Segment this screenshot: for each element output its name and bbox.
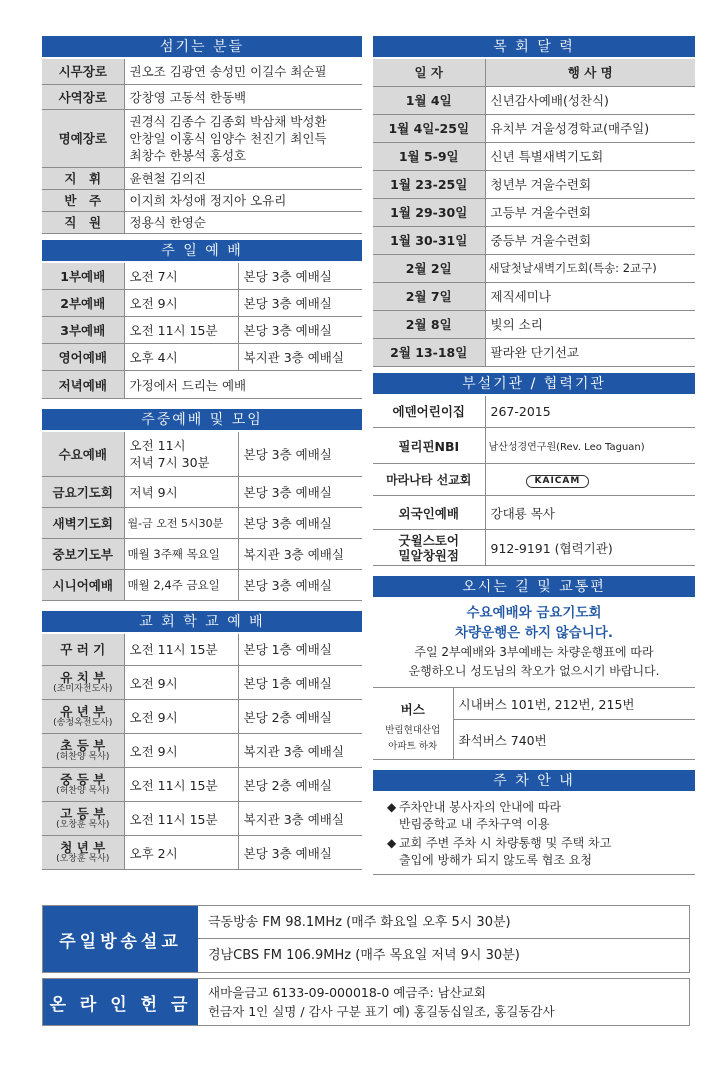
dept-time: 오전 11시 15분 bbox=[124, 634, 238, 666]
event-date: 2월 8일 bbox=[373, 310, 485, 338]
dept-time: 오전 11시 15분 bbox=[124, 802, 238, 836]
servant-value-multi bbox=[124, 109, 362, 167]
pastoral-table bbox=[373, 59, 695, 367]
bus-seat: 좌석버스 740번 bbox=[453, 720, 695, 760]
dept-place: 본당 1층 예배실 bbox=[238, 666, 362, 700]
affiliates-table bbox=[373, 396, 695, 567]
servants-header: 섬기는 분들 bbox=[42, 36, 362, 59]
servant-line: 안창일 이홍식 임양수 천진기 최인득 bbox=[129, 130, 327, 146]
affiliates-header: 부설기관 / 협력기관 bbox=[373, 373, 695, 396]
offering-rows bbox=[198, 979, 689, 1025]
affiliate-label: 에덴어린이집 bbox=[373, 396, 485, 428]
dept-label bbox=[42, 768, 124, 802]
event-name: 청년부 겨울수련회 bbox=[485, 170, 695, 198]
directions-notice: 수요예배와 금요기도회 bbox=[466, 605, 602, 621]
offering-line: 헌금자 1인 실명 / 감사 구분 표기 예) 홍길동십일조, 홍길동감사 bbox=[208, 1004, 555, 1019]
dept-place: 복지관 3층 예배실 bbox=[238, 734, 362, 768]
bus-label: 버스 bbox=[400, 701, 425, 717]
service-label: 영어예배 bbox=[42, 344, 124, 371]
event-date: 1월 30-31일 bbox=[373, 226, 485, 254]
affiliate-label: 외국인예배 bbox=[373, 496, 485, 530]
parking-body bbox=[373, 793, 695, 875]
pastoral-col-date: 일 자 bbox=[373, 59, 485, 86]
service-time: 오전 11시 15분 bbox=[124, 317, 238, 344]
bus-stop-line: 아파트 하차 bbox=[388, 741, 438, 753]
event-date: 2월 7일 bbox=[373, 282, 485, 310]
right-column bbox=[373, 36, 695, 875]
meeting-place: 본당 3층 예배실 bbox=[238, 569, 362, 600]
servants-table bbox=[42, 59, 362, 234]
dept-name: 중 등 부 bbox=[60, 772, 106, 787]
servant-value: 강창영 고동석 한동백 bbox=[124, 84, 362, 109]
offering-box bbox=[42, 978, 690, 1026]
servant-line: 최창수 한봉석 홍성호 bbox=[129, 147, 247, 163]
event-date: 1월 4일 bbox=[373, 86, 485, 114]
parking-item bbox=[387, 799, 695, 833]
dept-label bbox=[42, 666, 124, 700]
weekday-table bbox=[42, 432, 362, 601]
event-name: 신년 특별새벽기도회 bbox=[485, 142, 695, 170]
event-date: 2월 2일 bbox=[373, 254, 485, 282]
dept-label bbox=[42, 836, 124, 870]
bus-stop bbox=[373, 720, 453, 760]
directions-header: 오시는 길 및 교통편 bbox=[373, 576, 695, 599]
servant-label: 직 원 bbox=[42, 211, 124, 233]
meeting-place: 본당 3층 예배실 bbox=[238, 507, 362, 538]
affiliate-label bbox=[373, 530, 485, 566]
dept-name: 고 등 부 bbox=[60, 806, 106, 821]
meeting-time: 월-금 오전 5시30분 bbox=[124, 507, 238, 538]
dept-place: 복지관 3층 예배실 bbox=[238, 802, 362, 836]
event-date: 1월 5-9일 bbox=[373, 142, 485, 170]
service-time: 가정에서 드리는 예배 bbox=[124, 371, 362, 399]
parking-header: 주 차 안 내 bbox=[373, 770, 695, 793]
affiliate-value: 912-9191 (협력기관) bbox=[485, 530, 695, 566]
directions-text: 주일 2부예배와 3부예배는 차량운행표에 따라 bbox=[414, 645, 654, 659]
meeting-time: 매월 2,4주 금요일 bbox=[124, 569, 238, 600]
service-label: 1부예배 bbox=[42, 263, 124, 290]
sunday-header: 주 일 예 배 bbox=[42, 240, 362, 263]
parking-line: 교회 주변 주차 시 차량통행 및 주택 차고 bbox=[399, 836, 612, 850]
event-name: 고등부 겨울수련회 bbox=[485, 198, 695, 226]
dept-label bbox=[42, 734, 124, 768]
event-date: 1월 23-25일 bbox=[373, 170, 485, 198]
bus-table bbox=[373, 687, 695, 760]
service-label: 저녁예배 bbox=[42, 371, 124, 399]
directions-text: 운행하오니 성도님의 착오가 없으시기 바랍니다. bbox=[408, 664, 660, 678]
service-label: 3부예배 bbox=[42, 317, 124, 344]
dept-time: 오후 2시 bbox=[124, 836, 238, 870]
service-place: 본당 3층 예배실 bbox=[238, 263, 362, 290]
sunday-table bbox=[42, 263, 362, 400]
offering-line: 새마을금고 6133-09-000018-0 예금주: 남산교회 bbox=[208, 985, 486, 1000]
service-time: 오전 9시 bbox=[124, 290, 238, 317]
dept-leader: (송청옥전도사) bbox=[53, 718, 113, 728]
dept-name: 유 치 부 bbox=[60, 670, 106, 685]
affiliate-logo-cell bbox=[485, 464, 695, 496]
parking-item bbox=[387, 835, 695, 869]
event-date: 1월 4일-25일 bbox=[373, 114, 485, 142]
event-name: 유치부 겨울성경학교(매주일) bbox=[485, 114, 695, 142]
affiliate-label: 필리핀NBI bbox=[373, 428, 485, 464]
event-name: 팔라완 단기선교 bbox=[485, 338, 695, 366]
broadcast-box bbox=[42, 905, 690, 973]
servant-line: 권경식 김종수 김종회 박삼채 박성환 bbox=[129, 113, 327, 129]
meeting-time bbox=[124, 432, 238, 476]
dept-place: 본당 2층 예배실 bbox=[238, 700, 362, 734]
event-name: 제직세미나 bbox=[485, 282, 695, 310]
parking-line: 반림중학교 내 주차구역 이용 bbox=[399, 817, 550, 831]
dept-label bbox=[42, 634, 124, 666]
dept-place: 본당 3층 예배실 bbox=[238, 836, 362, 870]
service-label: 2부예배 bbox=[42, 290, 124, 317]
dept-leader: (오창훈 목사) bbox=[56, 854, 110, 864]
service-time: 오전 7시 bbox=[124, 263, 238, 290]
dept-time: 오전 11시 15분 bbox=[124, 768, 238, 802]
meeting-place: 본당 3층 예배실 bbox=[238, 476, 362, 507]
meeting-label: 시니어예배 bbox=[42, 569, 124, 600]
diamond-bullet-icon: ◆ bbox=[387, 800, 397, 814]
affiliate-value: 267-2015 bbox=[485, 396, 695, 428]
affiliate-label: 마라나타 선교회 bbox=[373, 464, 485, 496]
dept-time: 오전 9시 bbox=[124, 734, 238, 768]
servant-value: 이지희 차성애 정지아 오유리 bbox=[124, 189, 362, 211]
event-date: 2월 13-18일 bbox=[373, 338, 485, 366]
dept-time: 오전 9시 bbox=[124, 700, 238, 734]
servant-label: 명예장로 bbox=[42, 109, 124, 167]
meeting-label: 새벽기도회 bbox=[42, 507, 124, 538]
diamond-bullet-icon: ◆ bbox=[387, 836, 397, 850]
dept-name: 초 등 부 bbox=[60, 738, 106, 753]
bus-city: 시내버스 101번, 212번, 215번 bbox=[453, 688, 695, 720]
dept-place: 본당 1층 예배실 bbox=[238, 634, 362, 666]
offering-label: 온 라 인 헌 금 bbox=[43, 979, 198, 1025]
dept-label bbox=[42, 802, 124, 836]
servant-value: 정용식 한영순 bbox=[124, 211, 362, 233]
dept-name: 꾸 러 기 bbox=[60, 642, 106, 658]
service-place: 본당 3층 예배실 bbox=[238, 317, 362, 344]
parking-line: 출입에 방해가 되지 않도록 협조 요청 bbox=[399, 853, 592, 867]
event-name: 새달첫날새벽기도회(특송: 2교구) bbox=[485, 254, 695, 282]
broadcast-label: 주일방송설교 bbox=[43, 906, 198, 972]
meeting-time: 저녁 9시 bbox=[124, 476, 238, 507]
bus-stop-line: 반림현대산업 bbox=[385, 725, 441, 737]
servant-label: 시무장로 bbox=[42, 59, 124, 84]
dept-leader: (허찬양 목사) bbox=[56, 786, 110, 796]
meeting-time: 매월 3주째 목요일 bbox=[124, 538, 238, 569]
directions-body bbox=[373, 599, 695, 681]
weekday-header: 주중예배 및 모임 bbox=[42, 409, 362, 432]
left-column bbox=[42, 36, 362, 870]
meeting-place: 복지관 3층 예배실 bbox=[238, 538, 362, 569]
broadcast-rows bbox=[198, 906, 689, 972]
dept-leader: (조미자전도사) bbox=[53, 684, 113, 694]
dept-time: 오전 9시 bbox=[124, 666, 238, 700]
meeting-label: 금요기도회 bbox=[42, 476, 124, 507]
event-name: 중등부 겨울수련회 bbox=[485, 226, 695, 254]
meeting-time-line: 저녁 7시 30분 bbox=[129, 454, 210, 470]
parking-line: 주차안내 봉사자의 안내에 따라 bbox=[399, 800, 562, 814]
service-place: 본당 3층 예배실 bbox=[238, 290, 362, 317]
dept-name: 유 년 부 bbox=[60, 704, 106, 719]
meeting-place: 본당 3층 예배실 bbox=[238, 432, 362, 476]
event-date: 1월 29-30일 bbox=[373, 198, 485, 226]
meeting-time-line: 오전 11시 bbox=[129, 437, 186, 453]
dept-place: 본당 2층 예배실 bbox=[238, 768, 362, 802]
affiliate-value: 남산성경연구원(Rev. Leo Taguan) bbox=[485, 428, 695, 464]
dept-leader: (오창훈 목사) bbox=[56, 820, 110, 830]
directions-notice: 차량운행은 하지 않습니다. bbox=[455, 625, 613, 641]
servant-value: 권오조 김광연 송성민 이길수 최순필 bbox=[124, 59, 362, 84]
affiliate-value: 강대룡 목사 bbox=[485, 496, 695, 530]
dept-label bbox=[42, 700, 124, 734]
servant-value: 윤현철 김의진 bbox=[124, 167, 362, 189]
affiliate-label-line: 굿윌스토어 bbox=[398, 532, 459, 548]
kaicam-logo: KAICAM bbox=[526, 475, 590, 488]
school-header: 교 회 학 교 예 배 bbox=[42, 611, 362, 634]
service-place: 복지관 3층 예배실 bbox=[238, 344, 362, 371]
broadcast-row: 극동방송 FM 98.1MHz (매주 화요일 오후 5시 30분) bbox=[198, 906, 689, 939]
dept-leader: (허찬양 목사) bbox=[56, 752, 110, 762]
servant-label: 지 휘 bbox=[42, 167, 124, 189]
servant-label: 사역장로 bbox=[42, 84, 124, 109]
event-name: 빛의 소리 bbox=[485, 310, 695, 338]
broadcast-row: 경남CBS FM 106.9MHz (매주 목요일 저녁 9시 30분) bbox=[208, 948, 520, 963]
event-name: 신년감사예배(성찬식) bbox=[485, 86, 695, 114]
pastoral-header: 목 회 달 력 bbox=[373, 36, 695, 59]
school-table bbox=[42, 634, 362, 871]
affiliate-label-line: 밀알창원점 bbox=[398, 547, 459, 563]
service-time: 오후 4시 bbox=[124, 344, 238, 371]
servant-label: 반 주 bbox=[42, 189, 124, 211]
pastoral-col-event: 행 사 명 bbox=[485, 59, 695, 86]
dept-name: 청 년 부 bbox=[60, 840, 106, 855]
meeting-label: 수요예배 bbox=[42, 432, 124, 476]
meeting-label: 중보기도부 bbox=[42, 538, 124, 569]
